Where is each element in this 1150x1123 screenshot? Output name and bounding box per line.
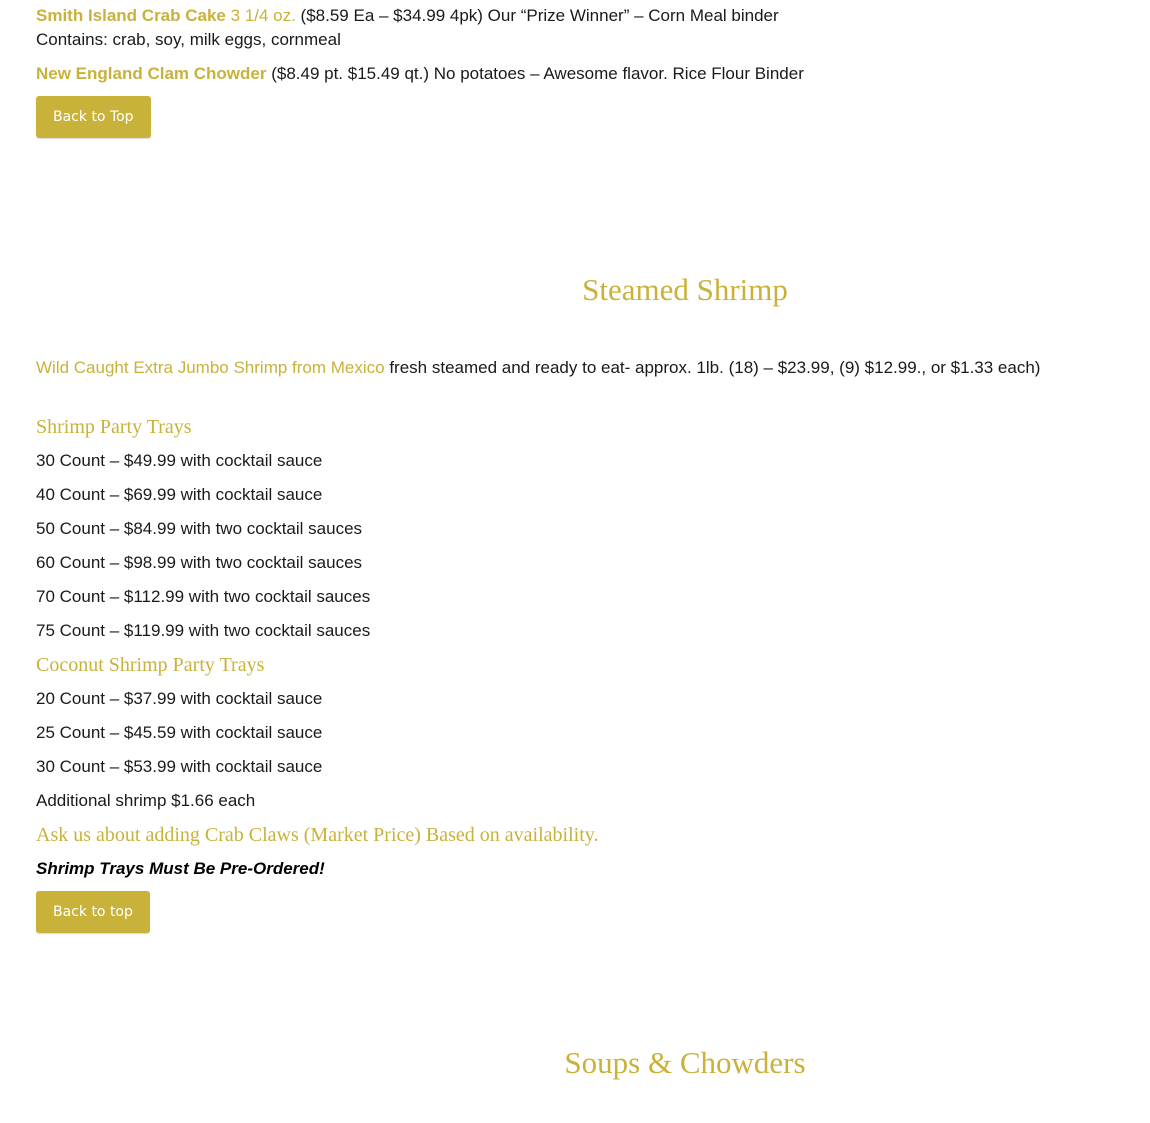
wild-shrimp-desc: fresh steamed and ready to eat- approx. 1lb. (18) – $23.99, (9) $12.99., or $1.33 each) <box>384 358 1041 377</box>
preorder-note: Shrimp Trays Must Be Pre-Ordered! <box>36 859 325 878</box>
crab-claws-note: Ask us about adding Crab Claws (Market Price) Based on availability. <box>36 824 599 846</box>
coconut-tray-item: 25 Count – $45.59 with cocktail sauce <box>36 723 323 742</box>
back-to-top-button[interactable]: Back to Top <box>36 96 151 138</box>
clam-chowder-name: New England Clam Chowder <box>36 64 267 83</box>
crab-cake-name: Smith Island Crab Cake <box>36 6 226 25</box>
wild-shrimp-item <box>36 358 1040 378</box>
crab-cake-contains: Contains: crab, soy, milk eggs, cornmeal <box>36 30 341 49</box>
additional-shrimp: Additional shrimp $1.66 each <box>36 791 256 810</box>
party-tray-item: 70 Count – $112.99 with two cocktail sauces <box>36 587 371 606</box>
party-tray-item: 40 Count – $69.99 with cocktail sauce <box>36 485 323 504</box>
back-to-top-button-2[interactable]: Back to top <box>36 891 150 933</box>
crab-cake-desc: ($8.59 Ea – $34.99 4pk) Our “Prize Winner” – Corn Meal binder <box>295 6 779 25</box>
crab-cake-item <box>36 6 779 26</box>
clam-chowder-item <box>36 64 804 84</box>
coconut-tray-item: 30 Count – $53.99 with cocktail sauce <box>36 757 323 776</box>
coconut-tray-item: 20 Count – $37.99 with cocktail sauce <box>36 689 323 708</box>
soups-chowders-heading: Soups & Chowders <box>564 1045 806 1080</box>
clam-chowder-desc: ($8.49 pt. $15.49 qt.) No potatoes – Awesome flavor. Rice Flour Binder <box>266 64 804 83</box>
party-tray-item: 60 Count – $98.99 with two cocktail sauces <box>36 553 363 572</box>
crab-cake-size: 3 1/4 oz. <box>225 6 296 25</box>
wild-shrimp-name: Wild Caught Extra Jumbo Shrimp from Mexico <box>36 358 385 377</box>
coconut-shrimp-trays-title: Coconut Shrimp Party Trays <box>36 654 265 676</box>
party-tray-item: 50 Count – $84.99 with two cocktail sauces <box>36 519 363 538</box>
steamed-shrimp-heading: Steamed Shrimp <box>582 272 788 307</box>
party-tray-item: 75 Count – $119.99 with two cocktail sauces <box>36 621 371 640</box>
shrimp-party-trays-title: Shrimp Party Trays <box>36 416 192 438</box>
party-tray-item: 30 Count – $49.99 with cocktail sauce <box>36 451 323 470</box>
